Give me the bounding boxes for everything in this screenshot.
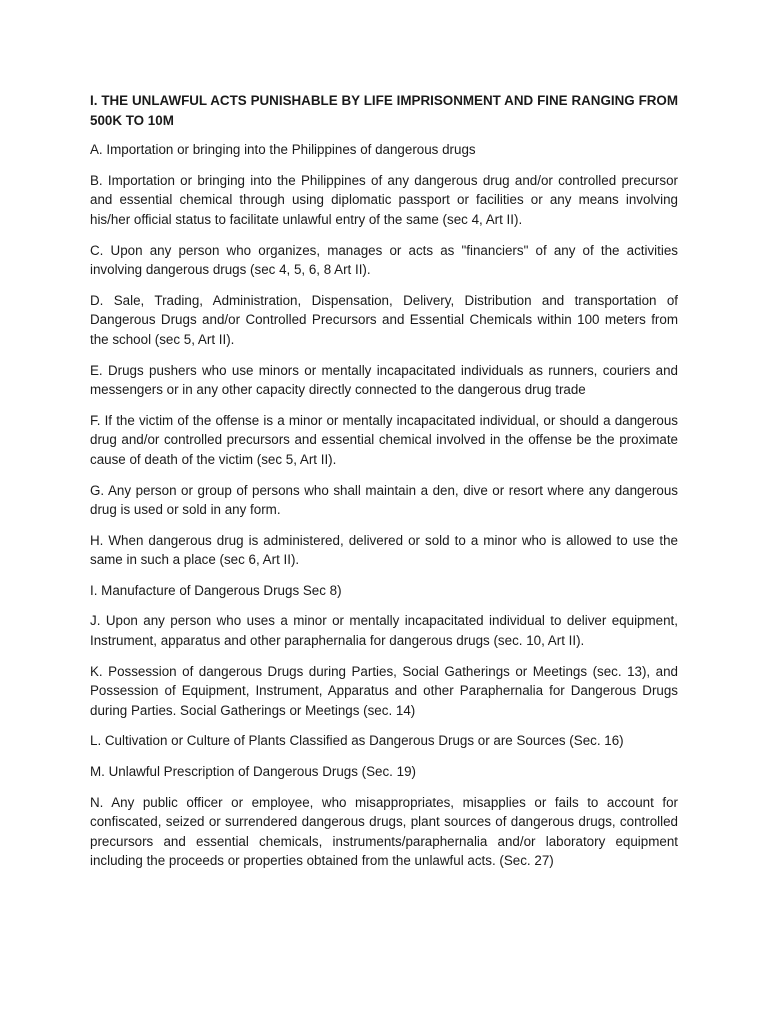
list-item-i: I. Manufacture of Dangerous Drugs Sec 8) [90, 582, 342, 598]
list-item-f: F. If the victim of the offense is a minor or mentally incapacitated individual, or should a dangerous drug and/or controlled precursors and essential chemical involved in the offense be the proximate cause of death of the victim (sec 5, Art II). [90, 412, 678, 467]
list-item-a: A. Importation or bringing into the Philippines of dangerous drugs [90, 142, 476, 158]
list-item-k: K. Possession of dangerous Drugs during Parties, Social Gatherings or Meetings (sec. 13), and Possession of Equipment, Instrument, Apparatus and other Paraphernalia for Dangerous Drugs during Parties. Social Gatherings or Meetings (sec. 14) [90, 663, 678, 718]
list-item-c: C. Upon any person who organizes, manages or acts as "financiers" of any of the activities involving dangerous drugs (sec 4, 5, 6, 8 Art II). [90, 242, 678, 278]
section-heading: I. THE UNLAWFUL ACTS PUNISHABLE BY LIFE IMPRISONMENT AND FINE RANGING FROM 500K TO 10M [90, 93, 678, 128]
list-item-l: L. Cultivation or Culture of Plants Classified as Dangerous Drugs or are Sources (Sec. 16) [90, 733, 624, 749]
list-item-m: M. Unlawful Prescription of Dangerous Drugs (Sec. 19) [90, 764, 416, 780]
list-item-b: B. Importation or bringing into the Philippines of any dangerous drug and/or controlled precursor and essential chemical through using diplomatic passport or facilities or any means involving his/her official status to facilitate unlawful entry of the same (sec 4, Art II). [90, 172, 678, 227]
list-item-d: D. Sale, Trading, Administration, Dispensation, Delivery, Distribution and transportation of Dangerous Drugs and/or Controlled Precursors and Essential Chemicals within 100 meters from the school (sec 5, Art II). [90, 292, 678, 347]
list-item-e: E. Drugs pushers who use minors or mentally incapacitated individuals as runners, couriers and messengers or in any other capacity directly connected to the dangerous drug trade [90, 362, 678, 398]
list-item-n: N. Any public officer or employee, who misappropriates, misapplies or fails to account for confiscated, seized or surrendered dangerous drugs, plant sources of dangerous drugs, controlled precursors and essential chemicals, instruments/paraphernalia and/or laboratory equipment including the proceeds or properties obtained from the unlawful acts. (Sec. 27) [90, 794, 678, 869]
list-item-h: H. When dangerous drug is administered, delivered or sold to a minor who is allowed to use the same in such a place (sec 6, Art II). [90, 532, 678, 568]
list-item-j: J. Upon any person who uses a minor or mentally incapacitated individual to deliver equipment, Instrument, apparatus and other paraphernalia for dangerous drugs (sec. 10, Art II). [90, 613, 678, 649]
list-item-g: G. Any person or group of persons who shall maintain a den, dive or resort where any dangerous drug is used or sold in any form. [90, 482, 678, 518]
